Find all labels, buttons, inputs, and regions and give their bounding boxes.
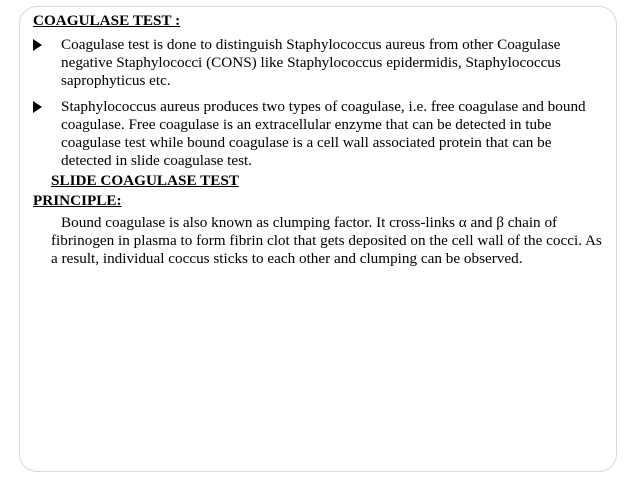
bullet-text-2: Staphylococcus aureus produces two types of coagulase, i.e. free coagulase and bound coagulase. Free coagulase is an extracellular enzyme that can be detected in tube coagulase test while bound coagulase is a cell wall associated protein that can be detected in slide coagulase test. bbox=[61, 98, 586, 169]
coagulase-test-heading: COAGULASE TEST : bbox=[33, 12, 181, 29]
bullet-item-2 bbox=[33, 98, 603, 170]
slide-coagulase-test-heading: SLIDE COAGULASE TEST bbox=[51, 172, 239, 189]
bullet-text-1: Coagulase test is done to distinguish Staphylococcus aureus from other Coagulase negative Staphylococci (CONS) like Staphylococcus epidermidis, Staphylococcus saprophyticus etc. bbox=[61, 36, 561, 89]
principle-paragraph: Bound coagulase is also known as clumping factor. It cross-links α and β chain of fibrinogen in plasma to form fibrin clot that gets deposited on the cell wall of the cocci. As a result, individual coccus sticks to each other and clumping can be observed. bbox=[51, 214, 602, 267]
arrow-bullet-icon bbox=[33, 101, 42, 113]
arrow-bullet-icon bbox=[33, 39, 42, 51]
bullet-item-1 bbox=[33, 36, 603, 90]
slide-content bbox=[33, 12, 603, 268]
principle-heading: PRINCIPLE: bbox=[33, 192, 122, 209]
